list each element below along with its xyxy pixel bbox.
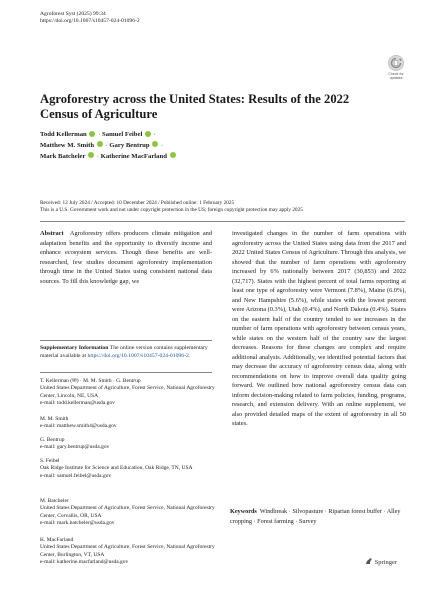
orcid-icon[interactable] [88,152,94,158]
article-title: Agroforestry across the United States: Results of the 2022 Census of Agriculture [40,92,350,121]
springer-horse-icon [365,557,373,565]
email-link[interactable]: e-mail: katherine.macfarland@usda.gov [40,559,129,566]
email-link[interactable]: e-mail: todd.kellerman@usda.gov [40,400,115,407]
affiliation-block: G. Bentrup e-mail: gary.bentrup@usda.gov [40,437,215,452]
email-link[interactable]: e-mail: samuel.feibel@usda.gov [40,472,112,479]
author-list [40,130,350,162]
orcid-icon[interactable] [89,131,95,137]
abstract-left-column [40,229,212,286]
check-for-updates-label: Check for updates [388,72,404,81]
abstract-text-left: Agroforestry offers producers climate mitigation and adaptation benefits and the opportunity to diversify income and enhance ecosystem services. Though these benefits are well-researched, few studies document agroforestry implementation through time in the United States using consistent national data sources. To fill this knowledge gap, we [40,230,213,285]
affiliation-block: M. Batcheler United States Department of Agriculture, Forest Service, National Agroforestry Center, Corvallis, OR, USA e-mail: mark.batcheler@usda.gov [40,498,215,527]
publisher-logo [365,557,397,566]
check-for-updates-icon [388,55,404,71]
author-name[interactable]: Matthew M. Smith [40,141,95,149]
publisher-name: Springer [374,559,398,566]
journal-citation: Agroforest Syst (2025) 99:34 [40,11,106,17]
footnote-divider [40,340,212,341]
abstract-right-column [232,229,406,429]
affiliation-block: M. M. Smith e-mail: matthew.smith4@usda.gov [40,416,215,431]
orcid-icon[interactable] [145,131,151,137]
journal-doi[interactable]: https://doi.org/10.1007/s10457-024-01096-2 [40,18,140,25]
affiliation-block: S. Feibel Oak Ridge Institute for Science and Education, Oak Ridge, TN, USA e-mail: samuel.feibel@usda.gov [40,458,215,480]
affiliation-block: T. Kellerman (✉) · M. M. Smith · G. Bentrup United States Department of Agriculture, Forest Service, National Agroforestry Center, Lincoln, NE, USA e-mail: todd.kellerman@usda.gov [40,378,215,407]
orcid-icon[interactable] [170,152,176,158]
affiliation-block: K. MacFarland United States Department of Agriculture, Forest Service, National Agroforestry Center, Burlington, VT, USA e-mail: katherine.macfarland@usda.gov [40,537,215,566]
copyright-notice: This is a U.S. Government work and not under copyright protection in the US; foreign copyright protection may apply 2025 [40,207,303,214]
keywords-label: Keywords [230,508,257,515]
email-link[interactable]: e-mail: gary.bentrup@usda.gov [40,444,110,451]
orcid-icon[interactable] [152,141,158,147]
affiliation-divider [40,372,212,373]
abstract-label: Abstract [40,230,64,237]
publication-history: Received: 12 July 2024 / Accepted: 10 December 2024 / Published online: 1 February 2025 [40,200,235,206]
keywords: Keywords Windbreak · Silvopasture · Riparian forest buffer · Alley cropping · Forest farming · Survey [230,508,401,525]
keyword: Survey [298,517,317,525]
author-name[interactable]: Gary Bentrup [109,141,150,149]
keyword: Silvopasture [292,508,324,515]
supplementary-link[interactable]: https://doi.org/10.1007/s10457-024-01096-2. [87,352,191,359]
divider [40,221,405,222]
author-name[interactable]: Todd Kellerman [40,131,87,138]
author-line-3: Mark Batcheler · Katherine MacFarland [40,152,350,163]
supplementary-info [40,345,210,360]
abstract-text-right: investigated changes in the number of farm operations with agroforestry across the United States using data from the 2017 and 2022 United States Census of Agriculture. Through this analysis, we showed that the number of farm operations with agroforestry increased by 6% nationally between 2017 (30,853) and 2022 (32,717). States with the highest percent of total farms reporting at least one type of agroforestry were Vermont (7.8%), Maine (6.0%), and New Hampshire (5.6%), while states with the lowest percent were Arizona (0.3%), Utah (0.4%), and North Dakota (0.4%). States on the eastern half of the country tended to see increases in the number of farm operations with agroforestry between census years, while states on the western half of the country saw the largest decreases. Reasons for these changes are complex and require additional analysis. Additionally, we identified potential factors that may decrease the accuracy of agroforestry census data, along with recommendations on how to improve overall data quality going forward. We outlined how national agroforestry census data can inform decision-making related to farm policies, funding, programs, research, and extension delivery. With an online supplement, we also provided detailed maps of the extent of agroforestry in all 50 states. [232,230,406,427]
publication-dates [40,200,410,215]
email-link[interactable]: e-mail: mark.batcheler@usda.gov [40,520,115,527]
email-link[interactable]: e-mail: matthew.smith4@usda.gov [40,423,117,430]
check-for-updates-badge[interactable] [384,55,408,85]
keyword: Riparian forest buffer [328,508,382,515]
author-line-1: Todd Kellerman · Samuel Feibel · [40,131,156,138]
author-name[interactable]: Samuel Feibel [102,131,143,138]
keyword: Windbreak [259,508,288,515]
supplementary-text: The online version contains supplementary material available at [40,345,208,359]
author-name[interactable]: Mark Batcheler [40,152,86,160]
author-line-2: Matthew M. Smith · Gary Bentrup · [40,141,164,149]
orcid-icon[interactable] [97,141,103,147]
supplementary-label: Supplementary Information [40,345,109,351]
author-name[interactable]: Katherine MacFarland [100,152,167,160]
keyword: Forest farming [257,517,294,525]
keyword: Alley cropping [230,508,401,525]
journal-header [40,11,140,26]
